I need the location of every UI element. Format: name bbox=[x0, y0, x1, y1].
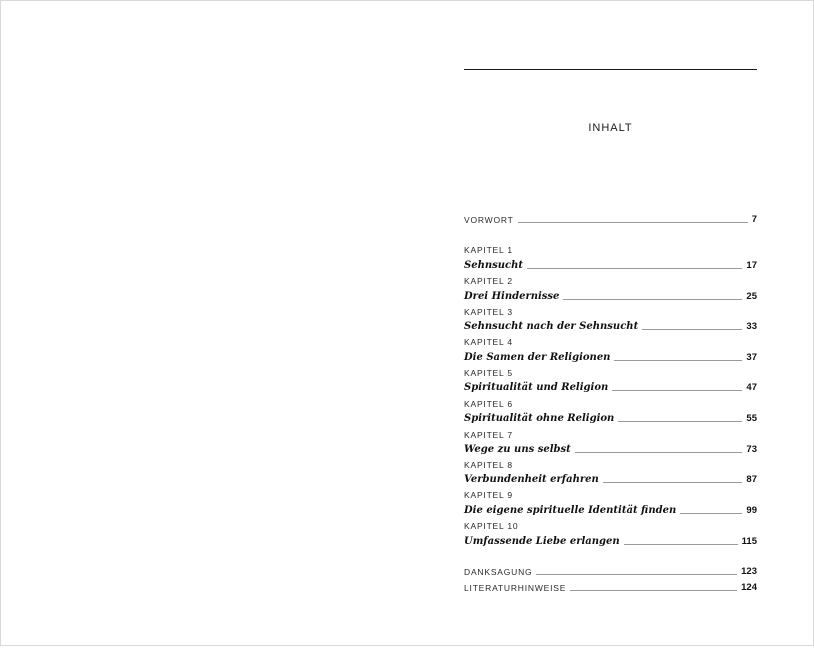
chapter-label: KAPITEL 7 bbox=[464, 430, 513, 440]
chapter-title: Die eigene spirituelle Identität finden bbox=[464, 505, 677, 516]
toc-entry-vorwort[interactable] bbox=[464, 211, 757, 225]
toc-entry-literaturhinweise[interactable] bbox=[464, 579, 757, 593]
toc-entry-danksagung[interactable] bbox=[464, 563, 757, 577]
toc-entry-chapter-8[interactable] bbox=[464, 471, 757, 485]
toc-page-number: 55 bbox=[746, 413, 757, 424]
dot-leader bbox=[614, 359, 742, 361]
dot-leader bbox=[527, 267, 742, 269]
chapter-title: Sehnsucht nach der Sehnsucht bbox=[464, 321, 639, 332]
toc-page-number: 99 bbox=[746, 505, 757, 516]
dot-leader bbox=[612, 389, 742, 391]
dot-leader bbox=[518, 221, 748, 223]
chapter-title: Sehnsucht bbox=[464, 260, 524, 271]
chapter-title: Die Samen der Religionen bbox=[464, 352, 611, 363]
dot-leader bbox=[603, 481, 743, 483]
toc-heading: INHALT bbox=[588, 122, 633, 134]
toc-entry-label: DANKSAGUNG bbox=[464, 567, 533, 577]
toc-page-number: 87 bbox=[746, 474, 757, 485]
chapter-label: KAPITEL 2 bbox=[464, 276, 513, 286]
toc-page-number: 33 bbox=[746, 321, 757, 332]
chapter-label: KAPITEL 10 bbox=[464, 521, 519, 531]
toc-entry-chapter-10[interactable] bbox=[464, 533, 757, 547]
chapter-label: KAPITEL 8 bbox=[464, 460, 513, 470]
dot-leader bbox=[536, 573, 737, 575]
toc-entry-chapter-5[interactable] bbox=[464, 379, 757, 393]
chapter-label: KAPITEL 5 bbox=[464, 368, 513, 378]
chapter-label: KAPITEL 4 bbox=[464, 337, 513, 347]
toc-entry-chapter-6[interactable] bbox=[464, 410, 757, 424]
toc-page-number: 17 bbox=[746, 260, 757, 271]
toc-entry-chapter-9[interactable] bbox=[464, 502, 757, 516]
toc-entry-label: VORWORT bbox=[464, 215, 514, 225]
top-rule bbox=[464, 69, 757, 70]
toc-page-number: 115 bbox=[741, 536, 757, 547]
chapter-label: KAPITEL 3 bbox=[464, 307, 513, 317]
chapter-title: Drei Hindernisse bbox=[464, 291, 560, 302]
dot-leader bbox=[618, 420, 742, 422]
dot-leader bbox=[563, 298, 742, 300]
toc-page-number: 37 bbox=[746, 352, 757, 363]
toc-entry-label: LITERATURHINWEISE bbox=[464, 583, 567, 593]
dot-leader bbox=[642, 328, 742, 330]
toc-entry-chapter-3[interactable] bbox=[464, 318, 757, 332]
toc-page-number: 25 bbox=[746, 291, 757, 302]
toc-page-number: 123 bbox=[741, 566, 757, 577]
dot-leader bbox=[624, 543, 738, 545]
dot-leader bbox=[575, 451, 743, 453]
chapter-label: KAPITEL 9 bbox=[464, 490, 513, 500]
toc-page-number: 73 bbox=[746, 444, 757, 455]
left-page bbox=[0, 0, 408, 646]
chapter-title: Wege zu uns selbst bbox=[464, 444, 571, 455]
chapter-label: KAPITEL 6 bbox=[464, 399, 513, 409]
chapter-title: Spiritualität und Religion bbox=[464, 382, 609, 393]
toc-entry-chapter-7[interactable] bbox=[464, 441, 757, 455]
chapter-title: Spiritualität ohne Religion bbox=[464, 413, 615, 424]
toc-entry-chapter-4[interactable] bbox=[464, 349, 757, 363]
dot-leader bbox=[680, 512, 742, 514]
chapter-title: Umfassende Liebe erlangen bbox=[464, 536, 620, 547]
toc-page-number: 124 bbox=[741, 582, 757, 593]
chapter-title: Verbundenheit erfahren bbox=[464, 474, 599, 485]
toc-entry-chapter-1[interactable] bbox=[464, 257, 757, 271]
toc-page-number: 47 bbox=[746, 382, 757, 393]
dot-leader bbox=[570, 589, 737, 591]
toc-entry-chapter-2[interactable] bbox=[464, 288, 757, 302]
chapter-label: KAPITEL 1 bbox=[464, 245, 513, 255]
toc-page-number: 7 bbox=[751, 214, 757, 225]
